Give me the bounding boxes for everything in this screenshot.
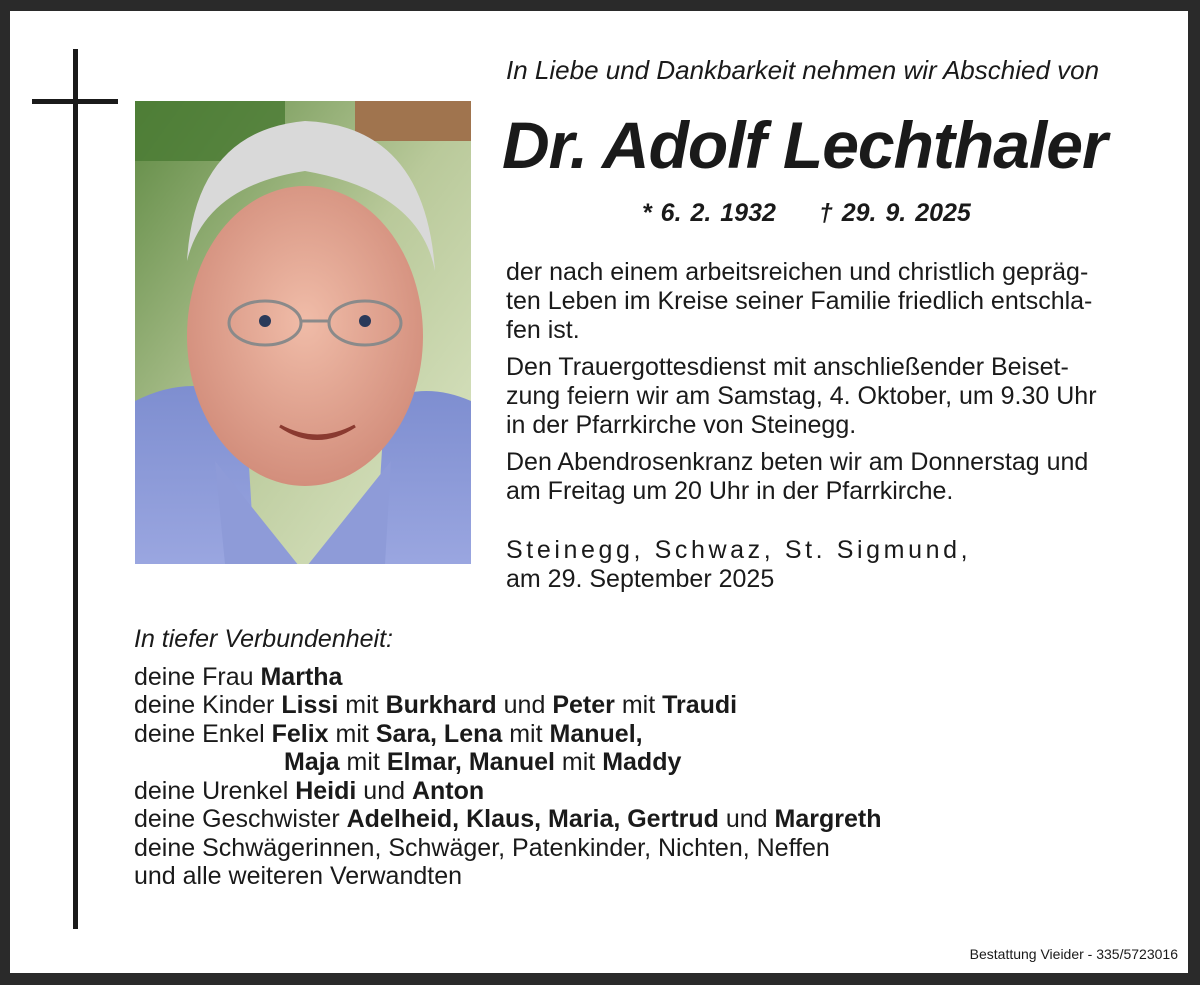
relation-label: deine Kinder <box>134 691 275 719</box>
undertaker-credit: Bestattung Vieider - 335/5723016 <box>969 946 1178 962</box>
relation-label: deine Frau <box>134 662 254 691</box>
place-line: Steinegg, Schwaz, St. Sigmund, <box>506 536 972 564</box>
mourner-line-siblings <box>134 805 882 834</box>
text-line: Den Trauergottesdienst mit anschließender Beiset- <box>506 353 1069 381</box>
mourner-line-grandchildren-2 <box>134 748 882 777</box>
mourner-line-great-grandchildren <box>134 777 882 806</box>
mourner-name: Felix <box>271 719 329 748</box>
birth-date: * 6. 2. 1932 <box>642 199 776 227</box>
text-line: in der Pfarrkirche von Steinegg. <box>506 411 857 439</box>
mourners-heading: In tiefer Verbundenheit: <box>134 625 393 653</box>
connector: mit <box>346 748 380 776</box>
connector: mit <box>345 691 379 719</box>
mourner-name: Anton <box>411 776 485 805</box>
mourner-name: Adelheid, Klaus, Maria, Gertrud <box>346 805 719 833</box>
text-line: ten Leben im Kreise seiner Familie friedlich entschla- <box>506 287 1093 315</box>
connector: und <box>363 776 406 805</box>
mourner-name: Lissi <box>281 691 339 719</box>
mourner-name: Burkhard <box>385 691 497 719</box>
paragraph-service <box>506 353 1168 440</box>
mourner-line-wife <box>134 663 882 692</box>
connector: mit <box>621 691 656 719</box>
connector: mit <box>509 719 543 748</box>
mourner-name: Elmar, Manuel <box>386 748 555 776</box>
cross-icon-bar <box>32 99 118 104</box>
mourner-name: Maddy <box>602 748 682 776</box>
mourner-line-inlaws: deine Schwägerinnen, Schwäger, Patenkinder, Nichten, Neffen <box>134 833 830 862</box>
mourners-list <box>134 625 882 891</box>
mourner-line-others: und alle weiteren Verwandten <box>134 862 463 890</box>
life-dates <box>642 199 971 228</box>
cross-icon <box>73 49 78 929</box>
mourner-name: Manuel, <box>549 719 643 748</box>
place-date <box>506 536 971 594</box>
mourner-line-grandchildren <box>134 720 882 749</box>
connector: mit <box>561 748 596 776</box>
paragraph-passing <box>506 258 1168 345</box>
text-line: am Freitag um 20 Uhr in der Pfarrkirche. <box>506 477 954 505</box>
relation-label: deine Geschwister <box>134 805 340 833</box>
mourner-name: Sara, Lena <box>375 719 503 748</box>
text-line: der nach einem arbeitsreichen und christlich gepräg- <box>506 258 1089 286</box>
mourner-name: Traudi <box>662 691 738 719</box>
portrait-photo <box>135 101 471 564</box>
relation-label: deine Enkel <box>134 719 265 748</box>
relation-label: deine Urenkel <box>134 776 289 805</box>
mourner-name: Maja <box>284 748 340 776</box>
mourner-line-children <box>134 691 882 720</box>
death-date: † 29. 9. 2025 <box>818 199 971 227</box>
obituary-notice <box>10 11 1188 973</box>
connector: und <box>503 691 546 719</box>
text-line: Den Abendrosenkranz beten wir am Donnerstag und <box>506 448 1089 476</box>
connector: mit <box>335 719 369 748</box>
mourner-name: Margreth <box>774 805 882 833</box>
text-line: zung feiern wir am Samstag, 4. Oktober, um 9.30 Uhr <box>506 382 1097 410</box>
intro-line: In Liebe und Dankbarkeit nehmen wir Abschied von <box>506 55 1100 85</box>
mourner-name: Heidi <box>295 776 357 805</box>
mourner-name: Peter <box>552 691 615 719</box>
deceased-name: Dr. Adolf Lechthaler <box>502 108 1107 182</box>
text-line: fen ist. <box>506 316 580 344</box>
paragraph-rosary <box>506 448 1168 506</box>
date-line: am 29. September 2025 <box>506 565 775 593</box>
mourner-name: Martha <box>260 662 343 691</box>
connector: und <box>725 805 768 833</box>
